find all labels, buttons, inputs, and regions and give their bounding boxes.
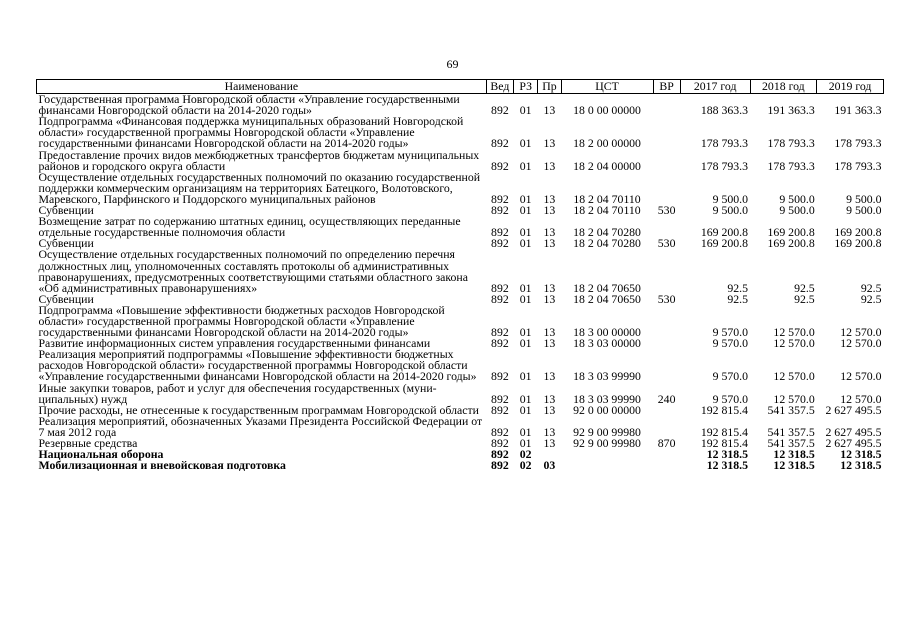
cell-2018: 191 363.3	[767, 103, 815, 118]
cell-pr: 13	[543, 369, 556, 384]
cell-rz: 01	[519, 191, 532, 206]
cell-2017: 12 318.5	[706, 447, 749, 462]
cell-2018: 169 200.8	[767, 225, 815, 240]
cell-cst	[561, 460, 653, 471]
table-row	[37, 216, 884, 238]
cell-2017: 9 570.0	[712, 391, 749, 406]
cell-rz: 01	[519, 336, 532, 351]
cell-2017: 12 318.5	[706, 458, 749, 473]
cell-vr	[653, 405, 680, 416]
cell-2017: 9 570.0	[712, 336, 749, 351]
cell-ved: 892	[491, 336, 509, 351]
cell-2018: 541 357.5	[767, 424, 815, 439]
cell-ved: 892	[491, 325, 509, 340]
cell-rz: 01	[519, 103, 532, 118]
cell-2019: 2 627 495.5	[825, 436, 882, 450]
cell-rz: 02	[519, 447, 532, 462]
cell-2019: 2 627 495.5	[825, 424, 882, 439]
cell-vr	[653, 416, 680, 438]
table-row	[37, 94, 884, 117]
cell-vr	[653, 338, 680, 349]
cell-rz: 01	[519, 203, 532, 218]
cell-vr	[653, 150, 680, 172]
cell-2017: 192 815.4	[700, 402, 749, 417]
cell-cst: 18 2 04 70280	[573, 236, 641, 251]
cell-2019: 12 570.0	[840, 391, 882, 406]
cell-name: Возмещение затрат по содержанию штатных единиц, осуществляющих переданные отдельные государственные полномочия области	[38, 214, 461, 240]
cell-2018: 9 500.0	[779, 191, 815, 206]
cell-2019: 12 318.5	[840, 447, 882, 462]
cell-2019: 12 318.5	[840, 458, 882, 473]
cell-2018: 12 570.0	[773, 336, 815, 351]
cell-2018: 92.5	[794, 280, 815, 295]
cell-ved: 892	[491, 458, 509, 473]
cell-cst	[561, 449, 653, 460]
cell-rz: 01	[519, 325, 532, 340]
cell-cst: 92 9 00 99980	[573, 424, 641, 439]
header-2019: 2019 год	[817, 80, 884, 94]
cell-name: Развитие информационных систем управления государственными финансами	[38, 336, 431, 351]
cell-rz: 01	[519, 280, 532, 295]
cell-rz: 01	[519, 225, 532, 240]
table-row	[37, 116, 884, 149]
cell-cst: 18 0 00 00000	[573, 103, 641, 118]
cell-pr: 13	[543, 291, 556, 306]
cell-cst: 92 0 00 00000	[573, 402, 641, 417]
cell-rz: 01	[519, 136, 532, 151]
cell-2018: 12 318.5	[773, 447, 815, 462]
header-rz: РЗ	[514, 80, 538, 94]
cell-rz: 01	[519, 391, 532, 406]
cell-name: Субвенции	[38, 203, 94, 218]
cell-name: Подпрограмма «Финансовая поддержка муниципальных образований Новгородской области» государственной программы Новгородской области «Управление государственными финансами Новгородской области на 2014-2020 годы»	[38, 114, 464, 151]
cell-pr: 13	[543, 391, 556, 406]
cell-2018: 9 500.0	[779, 203, 815, 218]
cell-pr: 13	[543, 280, 556, 295]
cell-cst: 18 3 03 99990	[573, 391, 641, 406]
cell-ved: 892	[491, 236, 509, 251]
header-cst: ЦСТ	[561, 80, 653, 94]
cell-2017: 169 200.8	[700, 236, 749, 251]
cell-vr: 530	[657, 291, 676, 306]
header-2018: 2018 год	[750, 80, 817, 94]
cell-ved: 892	[491, 402, 509, 417]
cell-rz: 01	[519, 436, 532, 450]
cell-cst: 18 2 00 00000	[573, 136, 641, 151]
budget-table	[36, 79, 884, 471]
cell-2019: 92.5	[860, 291, 882, 306]
cell-2019: 178 793.3	[834, 136, 882, 151]
cell-pr: 13	[543, 158, 556, 173]
cell-pr: 13	[543, 191, 556, 206]
cell-ved: 892	[491, 280, 509, 295]
cell-vr: 870	[657, 436, 676, 450]
cell-vr: 240	[657, 391, 676, 406]
cell-2017: 92.5	[727, 291, 749, 306]
table-body	[37, 94, 884, 472]
cell-2017: 9 570.0	[712, 325, 749, 340]
cell-rz: 01	[519, 236, 532, 251]
table-row	[37, 305, 884, 338]
header-2017: 2017 год	[680, 80, 750, 94]
cell-vr	[653, 305, 680, 338]
cell-vr	[653, 449, 680, 460]
cell-2017: 9 500.0	[712, 203, 749, 218]
cell-vr	[653, 349, 680, 382]
table-row	[37, 349, 884, 382]
cell-cst: 18 3 00 00000	[573, 325, 641, 340]
cell-ved: 892	[491, 103, 509, 118]
cell-rz: 01	[519, 402, 532, 417]
cell-2018: 178 793.3	[767, 158, 815, 173]
cell-cst: 18 3 03 99990	[573, 369, 641, 384]
cell-ved: 892	[491, 203, 509, 218]
cell-vr	[653, 249, 680, 293]
header-name: Наименование	[37, 80, 487, 94]
cell-2017: 169 200.8	[700, 225, 749, 240]
cell-pr: 13	[543, 136, 556, 151]
cell-ved: 892	[491, 225, 509, 240]
cell-cst: 18 3 03 00000	[573, 336, 641, 351]
cell-2018: 92.5	[794, 291, 815, 306]
cell-ved: 892	[491, 369, 509, 384]
cell-vr	[653, 94, 680, 117]
cell-name: Национальная оборона	[38, 447, 164, 462]
cell-cst: 18 2 04 70110	[573, 191, 641, 206]
cell-ved: 892	[491, 136, 509, 151]
cell-rz: 01	[519, 158, 532, 173]
cell-rz: 02	[519, 458, 532, 473]
cell-pr: 13	[543, 436, 556, 450]
header-pr: Пр	[538, 80, 561, 94]
cell-ved: 892	[491, 391, 509, 406]
cell-2017: 9 500.0	[712, 191, 749, 206]
cell-pr: 13	[543, 225, 556, 240]
cell-2017: 192 815.4	[700, 424, 749, 439]
cell-2017: 178 793.3	[700, 158, 749, 173]
cell-2018: 169 200.8	[767, 236, 815, 251]
cell-ved: 892	[491, 436, 509, 450]
cell-vr	[653, 460, 680, 471]
header-ved: Вед	[486, 80, 513, 94]
cell-cst: 18 2 04 70650	[573, 291, 641, 306]
cell-2018: 178 793.3	[767, 136, 815, 151]
cell-2017: 9 570.0	[712, 369, 749, 384]
cell-2019: 169 200.8	[834, 236, 882, 251]
cell-2018: 12 318.5	[773, 458, 815, 473]
cell-name: Субвенции	[38, 291, 94, 306]
cell-name: Прочие расходы, не отнесенные к государственным программам Новгородской области	[38, 402, 479, 417]
cell-2019: 92.5	[860, 280, 882, 295]
cell-2017: 178 793.3	[700, 136, 749, 151]
cell-name: Субвенции	[38, 236, 94, 251]
cell-2018: 12 570.0	[773, 369, 815, 384]
cell-ved: 892	[491, 191, 509, 206]
cell-rz: 01	[519, 291, 532, 306]
cell-ved: 892	[491, 447, 509, 462]
table-row	[37, 438, 884, 449]
cell-pr: 13	[543, 103, 556, 118]
cell-pr: 13	[543, 236, 556, 251]
cell-pr: 03	[543, 458, 556, 473]
cell-name: Подпрограмма «Повышение эффективности бюджетных расходов Новгородской области» государственной программы Новгородской области «Управление государственными финансами Новгородской области на 2014-2020 годы»	[38, 302, 445, 340]
cell-name: Осуществление отдельных государственных полномочий по оказанию государственной поддержки коммерческим организациям на территориях Батецкого, Волотовского, Маревского, Парфинского и Поддорского муниципальных районов	[38, 169, 481, 206]
table-row	[37, 460, 884, 471]
cell-2019: 12 570.0	[840, 369, 882, 384]
cell-name: Реализация мероприятий, обозначенных Указами Президента Российской Федерации от 7 мая 2012 года	[38, 413, 483, 439]
table-row	[37, 416, 884, 438]
table-row	[37, 172, 884, 205]
cell-2017: 92.5	[727, 280, 749, 295]
cell-2019: 178 793.3	[834, 158, 882, 173]
cell-2019: 12 570.0	[840, 325, 882, 340]
cell-2018: 541 357.5	[767, 436, 815, 450]
cell-name: Резервные средства	[38, 436, 138, 450]
cell-ved: 892	[491, 291, 509, 306]
cell-ved: 892	[491, 158, 509, 173]
cell-2019: 169 200.8	[834, 225, 882, 240]
cell-2019: 191 363.3	[834, 103, 882, 118]
cell-pr: 13	[543, 325, 556, 340]
cell-rz: 01	[519, 424, 532, 439]
cell-2018: 12 570.0	[773, 325, 815, 340]
cell-2019: 2 627 495.5	[825, 402, 882, 417]
cell-name: Мобилизационная и вневойсковая подготовка	[38, 458, 286, 473]
cell-2019: 12 570.0	[840, 336, 882, 351]
cell-name: Иные закупки товаров, работ и услуг для обеспечения государственных (муниципальных) нужд	[38, 380, 437, 406]
table-row	[37, 150, 884, 172]
cell-2018: 12 570.0	[773, 391, 815, 406]
cell-pr: 13	[543, 203, 556, 218]
cell-rz: 01	[519, 369, 532, 384]
table-row	[37, 249, 884, 293]
cell-vr	[653, 116, 680, 149]
header-vr: ВР	[653, 80, 680, 94]
cell-vr: 530	[657, 236, 676, 251]
cell-cst: 92 9 00 99980	[573, 436, 641, 450]
cell-pr: 13	[543, 402, 556, 417]
cell-name: Реализация мероприятий подпрограммы «Повышение эффективности бюджетных расходов Новгородской области» государственной программы Новгородской области «Управление государственными финансами Новгородской области на 2014-2020 годы»	[38, 347, 477, 384]
cell-vr	[653, 172, 680, 205]
cell-cst: 18 2 04 00000	[573, 158, 641, 173]
cell-pr: 13	[543, 336, 556, 351]
cell-cst: 18 2 04 70280	[573, 225, 641, 240]
cell-name: Государственная программа Новгородской области «Управление государственными финансами Новгородской области на 2014-2020 годы»	[38, 92, 460, 118]
table-row	[37, 383, 884, 405]
cell-2018: 541 357.5	[767, 402, 815, 417]
cell-ved: 892	[491, 424, 509, 439]
cell-name: Предоставление прочих видов межбюджетных трансфертов бюджетам муниципальных районов и городского округа области	[38, 147, 480, 173]
page-number: 69	[446, 57, 459, 71]
cell-vr: 530	[657, 203, 676, 218]
cell-2019: 9 500.0	[846, 203, 882, 218]
cell-2017: 188 363.3	[700, 103, 749, 118]
cell-cst: 18 2 04 70650	[573, 280, 641, 295]
cell-cst: 18 2 04 70110	[573, 203, 641, 218]
cell-pr: 13	[543, 424, 556, 439]
cell-vr	[653, 216, 680, 238]
cell-2019: 9 500.0	[846, 191, 882, 206]
cell-name: Осуществление отдельных государственных полномочий по определению перечня должностных лиц, уполномоченных составлять протоколы об административных правонарушениях, предусмотренных соответствующими статьями областного закона «Об административных правонарушениях»	[38, 247, 468, 295]
cell-2017: 192 815.4	[700, 436, 749, 450]
